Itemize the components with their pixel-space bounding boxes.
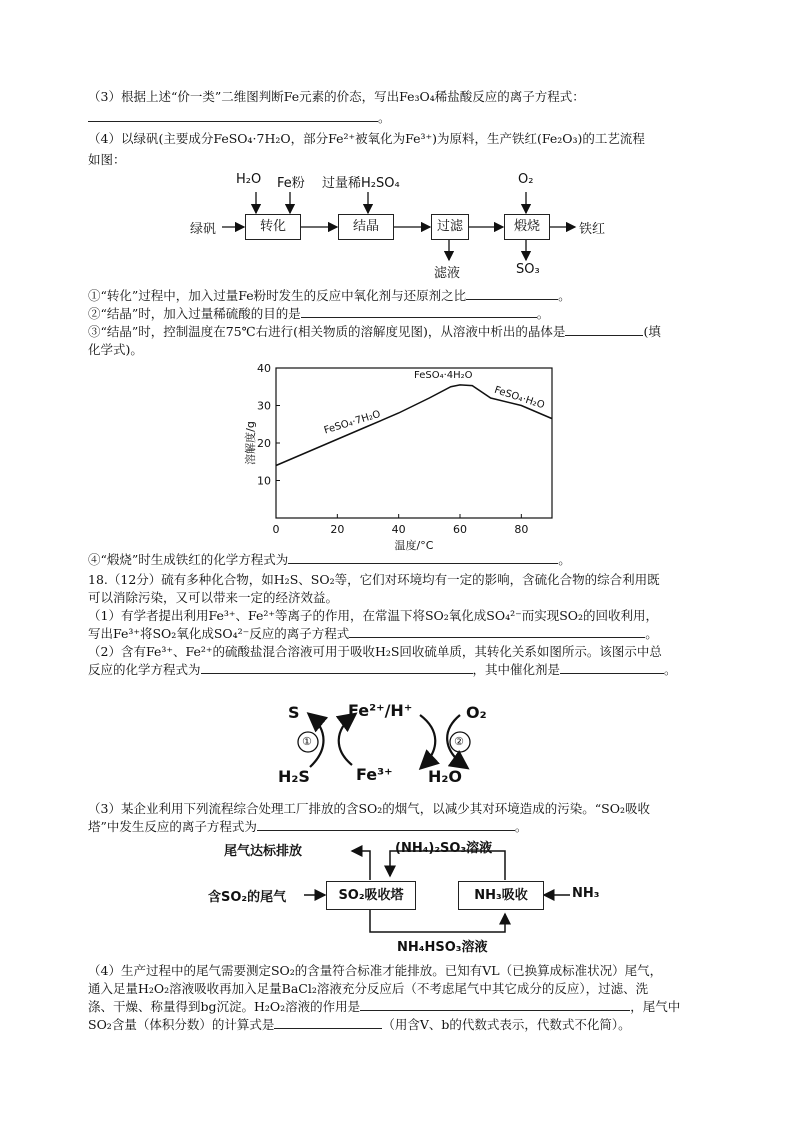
q18-1a: （1）有学者提出利用Fe³⁺、Fe²⁺等离子的作用，在常温下将SO₂氧化成SO₄²⁻而实现SO₂的回收利用， <box>88 608 659 623</box>
so3-label: SO₃ <box>516 262 540 277</box>
y-axis-label: 溶解度/g <box>244 421 257 465</box>
q4-line1: （4）以绿矾(主要成分FeSO₄·7H₂O，部分Fe²⁺被氧化为Fe³⁺)为原料，生产铁红(Fe₂O₃)的工艺流程 <box>88 131 645 146</box>
q18-line1: 18.（12分）硫有多种化合物，如H₂S、SO₂等，它们对环境均有一定的影响，含硫化合物的综合利用既 <box>88 572 660 587</box>
calcine-box: 煅烧 <box>504 214 550 240</box>
q4-2: ②“结晶”时，加入过量稀硫酸的目的是 。 <box>88 306 550 321</box>
answer-blank[interactable] <box>274 1016 382 1029</box>
q18-3a: （3）某企业利用下列流程综合处理工厂排放的含SO₂的烟气，以减少其对环境造成的污染。“SO₂吸收 <box>88 801 650 816</box>
fe-powder-label: Fe粉 <box>277 176 305 191</box>
convert-box: 转化 <box>245 214 301 240</box>
q3-line1: （3）根据上述“价一类”二维图判断Fe元素的价态，写出Fe₃O₄稀盐酸反应的离子方程式： <box>88 89 585 104</box>
acid-label: 过量稀H₂SO₄ <box>322 176 400 191</box>
filter-box: 过滤 <box>431 214 469 240</box>
h2o-input-label: H₂O <box>236 172 262 187</box>
crystal-box: 结晶 <box>338 214 394 240</box>
q4-4: ④“煅烧”时生成铁红的化学方程式为 。 <box>88 552 571 567</box>
q18-4c: 涤、干燥、称量得到bg沉淀。H₂O₂溶液的作用是 ，尾气中 <box>88 999 681 1014</box>
y-tick-label: 10 <box>257 474 271 488</box>
answer-blank[interactable] <box>288 551 558 564</box>
y-tick-label: 30 <box>257 399 271 413</box>
annotation-monohydrate: FeSO₄·H₂O <box>492 384 546 412</box>
nh4-2-so3-label: (NH₄)₂SO₃溶液 <box>395 841 493 856</box>
so2-absorber-box: SO₂吸收塔 <box>326 881 416 910</box>
q18-4e: SO₂含量（体积分数）的计算式是 （用含V、b的代数式表示，代数式不化简）。 <box>88 1017 631 1032</box>
h2s-label: H₂S <box>278 767 310 786</box>
gas-in-label: 含SO₂的尾气 <box>208 890 287 905</box>
exhaust-out-label: 尾气达标排放 <box>224 844 303 859</box>
process-flow-2 <box>200 836 620 956</box>
q4-3: ③“结晶”时，控制温度在75℃右进行(相关物质的溶解度见图)，从溶液中析出的晶体是 (填 <box>88 324 661 339</box>
x-tick-label: 40 <box>391 523 406 536</box>
answer-blank[interactable] <box>466 287 558 300</box>
nh4hso3-label: NH₄HSO₃溶液 <box>397 940 488 955</box>
annotation-heptahydrate: FeSO₄·7H₂O <box>322 408 382 437</box>
q18-2b: 反应的化学方程式为 ，其中催化剂是 。 <box>88 662 677 677</box>
answer-blank[interactable] <box>301 305 537 318</box>
x-tick-label: 60 <box>453 523 467 536</box>
q18-line2: 可以消除污染，又可以带来一定的经济效益。 <box>88 590 339 605</box>
sulfur-label: S <box>288 703 300 722</box>
solubility-chart <box>240 362 570 552</box>
answer-blank[interactable] <box>88 109 378 122</box>
y-tick-label: 40 <box>257 362 271 375</box>
x-tick-label: 20 <box>330 523 345 536</box>
answer-blank[interactable] <box>560 661 664 674</box>
catalytic-cycle-diagram <box>270 695 530 795</box>
filtrate-label: 滤液 <box>434 266 461 281</box>
x-axis-label: 温度/°C <box>394 539 434 552</box>
q18-1b: 写出Fe³⁺将SO₂氧化成SO₄²⁻反应的离子方程式 。 <box>88 626 658 641</box>
q4-1: ①“转化”过程中，加入过量Fe粉时发生的反应中氧化剂与还原剂之比 。 <box>88 288 571 303</box>
o2-label: O₂ <box>518 172 534 187</box>
y-tick-label: 20 <box>257 437 271 450</box>
answer-blank[interactable] <box>257 818 515 831</box>
start-label: 绿矾 <box>190 222 217 237</box>
answer-blank[interactable] <box>349 625 645 638</box>
period: 。 <box>378 110 391 125</box>
nh3-in-label: NH₃ <box>572 886 600 901</box>
fe3-label: Fe³⁺ <box>356 765 393 784</box>
answer-blank[interactable] <box>360 998 630 1011</box>
flow1-arrows <box>0 170 800 280</box>
fe2-h-label: Fe²⁺/H⁺ <box>348 701 413 720</box>
q18-2a: （2）含有Fe³⁺、Fe²⁺的硫酸盐混合溶液可用于吸收H₂S回收硫单质，其转化关系如图所示。该图示中总 <box>88 644 662 659</box>
o2-label: O₂ <box>466 703 487 722</box>
q4-3-cont: 化学式)。 <box>88 342 143 357</box>
h2o-label: H₂O <box>428 767 462 786</box>
answer-blank[interactable] <box>565 323 643 336</box>
q18-3b: 塔”中发生反应的离子方程式为 。 <box>88 819 528 834</box>
process-flow-1 <box>0 170 800 280</box>
x-tick-label: 0 <box>272 523 280 536</box>
q18-4a: （4）生产过程中的尾气需要测定SO₂的含量符合标准才能排放。已知有VL（已换算成标准状况）尾气， <box>88 963 663 978</box>
x-tick-label: 80 <box>514 523 529 536</box>
annotation-tetrahydrate: FeSO₄·4H₂O <box>414 370 473 382</box>
nh3-absorber-box: NH₃吸收 <box>458 881 544 910</box>
q18-4b: 通入足量H₂O₂溶液吸收再加入足量BaCl₂溶液充分反应后（不考虑尾气中其它成分的反应），过滤、洗 <box>88 981 649 996</box>
step2-label: ② <box>454 735 464 748</box>
q4-line2: 如图： <box>88 152 126 167</box>
answer-blank[interactable] <box>201 661 473 674</box>
step1-label: ① <box>302 735 312 748</box>
end-label: 铁红 <box>579 222 606 237</box>
q3-answer-line <box>88 109 391 127</box>
